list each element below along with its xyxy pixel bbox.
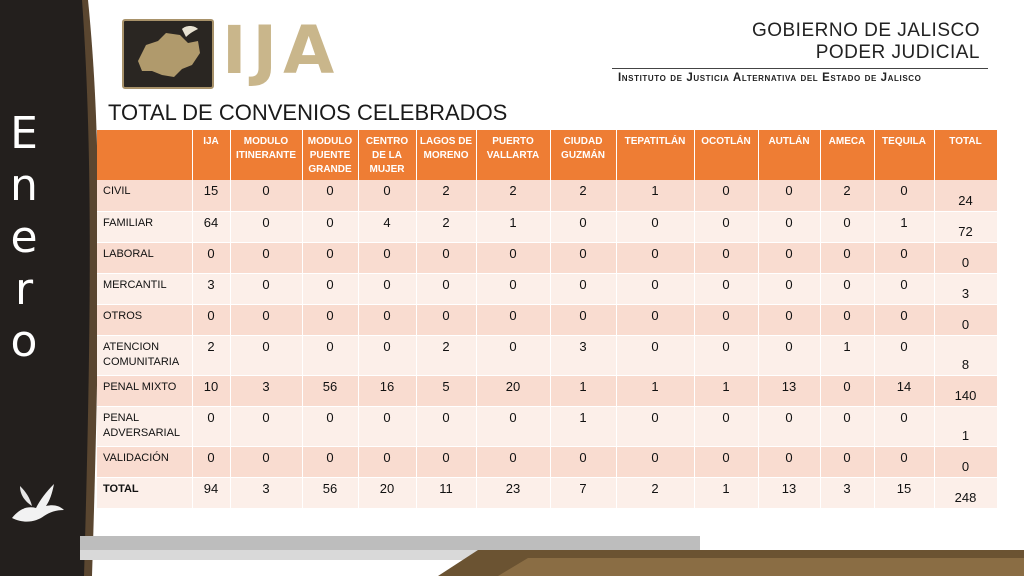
table-cell: 2 bbox=[476, 180, 550, 211]
table-cell: 1 bbox=[820, 335, 874, 375]
column-header bbox=[97, 130, 192, 180]
table-cell: 0 bbox=[820, 406, 874, 446]
table-cell: 0 bbox=[302, 335, 358, 375]
table-cell: 0 bbox=[550, 446, 616, 477]
table-cell: 0 bbox=[820, 304, 874, 335]
table-cell: 0 bbox=[230, 242, 302, 273]
table-cell: 1 bbox=[694, 375, 758, 406]
table-cell: 1 bbox=[476, 211, 550, 242]
table-cell: 0 bbox=[550, 273, 616, 304]
table-row bbox=[97, 242, 997, 273]
jalisco-map-icon bbox=[124, 21, 212, 87]
column-header: AUTLÁN bbox=[758, 130, 820, 180]
table-cell: 3 bbox=[230, 477, 302, 508]
table-cell: 0 bbox=[616, 242, 694, 273]
table-cell: 0 bbox=[758, 211, 820, 242]
table-cell: 0 bbox=[358, 335, 416, 375]
table-cell: 0 bbox=[192, 406, 230, 446]
row-total-cell: 0 bbox=[934, 242, 997, 273]
column-header: TOTAL bbox=[934, 130, 997, 180]
table-cell: 0 bbox=[874, 273, 934, 304]
table-cell: 0 bbox=[476, 406, 550, 446]
table-cell: 1 bbox=[550, 406, 616, 446]
table-cell: 0 bbox=[820, 446, 874, 477]
table-cell: 14 bbox=[874, 375, 934, 406]
table-cell: 4 bbox=[358, 211, 416, 242]
row-label: PENAL ADVERSARIAL bbox=[97, 406, 192, 446]
table-cell: 5 bbox=[416, 375, 476, 406]
table-cell: 0 bbox=[694, 242, 758, 273]
institute-name: Instituto de Justicia Alternativa del Estado de Jalisco bbox=[618, 72, 922, 84]
table-cell: 0 bbox=[358, 273, 416, 304]
table-cell: 0 bbox=[302, 273, 358, 304]
column-header: CENTRO DE LA MUJER bbox=[358, 130, 416, 180]
table-cell: 0 bbox=[358, 406, 416, 446]
table-cell: 15 bbox=[874, 477, 934, 508]
table-cell: 0 bbox=[192, 304, 230, 335]
table-cell: 0 bbox=[694, 406, 758, 446]
row-total-cell: 8 bbox=[934, 335, 997, 375]
government-name: GOBIERNO DE JALISCO bbox=[751, 20, 980, 41]
column-header: CIUDAD GUZMÁN bbox=[550, 130, 616, 180]
column-header: LAGOS DE MORENO bbox=[416, 130, 476, 180]
table-cell: 2 bbox=[820, 180, 874, 211]
table-cell: 0 bbox=[758, 406, 820, 446]
table-cell: 0 bbox=[416, 304, 476, 335]
table-cell: 0 bbox=[758, 180, 820, 211]
table-cell: 2 bbox=[416, 335, 476, 375]
table-cell: 0 bbox=[302, 406, 358, 446]
table-cell: 56 bbox=[302, 477, 358, 508]
row-total-cell: 72 bbox=[934, 211, 997, 242]
month-label bbox=[0, 108, 48, 368]
table-row bbox=[97, 335, 997, 375]
table-cell: 0 bbox=[874, 180, 934, 211]
table-body bbox=[97, 180, 997, 508]
table-cell: 0 bbox=[820, 375, 874, 406]
table-cell: 3 bbox=[230, 375, 302, 406]
table-cell: 0 bbox=[820, 211, 874, 242]
row-total-cell: 0 bbox=[934, 304, 997, 335]
agreements-table bbox=[97, 130, 998, 509]
row-total-cell: 0 bbox=[934, 446, 997, 477]
table-cell: 0 bbox=[616, 211, 694, 242]
table-cell: 0 bbox=[230, 180, 302, 211]
row-total-cell: 24 bbox=[934, 180, 997, 211]
table-cell: 7 bbox=[550, 477, 616, 508]
table-cell: 0 bbox=[694, 446, 758, 477]
table-cell: 0 bbox=[230, 406, 302, 446]
header-divider bbox=[612, 68, 988, 69]
table-cell: 0 bbox=[476, 242, 550, 273]
table-cell: 15 bbox=[192, 180, 230, 211]
row-label: OTROS bbox=[97, 304, 192, 335]
month-letter: r bbox=[14, 264, 34, 315]
table-cell: 2 bbox=[192, 335, 230, 375]
row-label: VALIDACIÓN bbox=[97, 446, 192, 477]
table-cell: 0 bbox=[874, 304, 934, 335]
row-total-cell: 3 bbox=[934, 273, 997, 304]
table-cell: 0 bbox=[302, 180, 358, 211]
table-cell: 0 bbox=[758, 335, 820, 375]
table-cell: 0 bbox=[192, 446, 230, 477]
judicial-power-name: PODER JUDICIAL bbox=[815, 42, 980, 63]
table-cell: 0 bbox=[694, 335, 758, 375]
table-cell: 3 bbox=[550, 335, 616, 375]
table-cell: 0 bbox=[302, 242, 358, 273]
table-row bbox=[97, 375, 997, 406]
table-cell: 0 bbox=[302, 304, 358, 335]
table-cell: 10 bbox=[192, 375, 230, 406]
table-cell: 94 bbox=[192, 477, 230, 508]
dove-icon bbox=[6, 478, 66, 526]
table-cell: 0 bbox=[230, 273, 302, 304]
table-cell: 1 bbox=[694, 477, 758, 508]
table-header-row bbox=[97, 130, 997, 180]
table-row bbox=[97, 211, 997, 242]
table-cell: 0 bbox=[476, 335, 550, 375]
column-header: OCOTLÁN bbox=[694, 130, 758, 180]
table-cell: 0 bbox=[230, 446, 302, 477]
column-header: TEQUILA bbox=[874, 130, 934, 180]
table-cell: 2 bbox=[416, 180, 476, 211]
jalisco-map-logo bbox=[122, 19, 214, 89]
table-cell: 3 bbox=[820, 477, 874, 508]
table-cell: 0 bbox=[416, 242, 476, 273]
row-label: FAMILIAR bbox=[97, 211, 192, 242]
table-cell: 11 bbox=[416, 477, 476, 508]
table-cell: 0 bbox=[616, 304, 694, 335]
table-cell: 0 bbox=[550, 211, 616, 242]
month-letter: e bbox=[10, 212, 38, 263]
table-cell: 0 bbox=[358, 180, 416, 211]
table-row bbox=[97, 477, 997, 508]
table-row bbox=[97, 406, 997, 446]
page-title: TOTAL DE CONVENIOS CELEBRADOS bbox=[108, 100, 508, 125]
table-cell: 0 bbox=[192, 242, 230, 273]
table-cell: 64 bbox=[192, 211, 230, 242]
table-cell: 2 bbox=[616, 477, 694, 508]
footer-brown-band bbox=[438, 550, 1024, 576]
row-label: ATENCION COMUNITARIA bbox=[97, 335, 192, 375]
table-cell: 1 bbox=[874, 211, 934, 242]
table-row bbox=[97, 180, 997, 211]
table-cell: 0 bbox=[302, 211, 358, 242]
table-cell: 0 bbox=[694, 304, 758, 335]
table-cell: 13 bbox=[758, 477, 820, 508]
table-cell: 0 bbox=[550, 242, 616, 273]
row-label: LABORAL bbox=[97, 242, 192, 273]
table-cell: 0 bbox=[616, 335, 694, 375]
table-cell: 20 bbox=[358, 477, 416, 508]
table-cell: 0 bbox=[358, 242, 416, 273]
table-cell: 16 bbox=[358, 375, 416, 406]
table-cell: 0 bbox=[874, 242, 934, 273]
row-label: MERCANTIL bbox=[97, 273, 192, 304]
table-cell: 20 bbox=[476, 375, 550, 406]
table-cell: 0 bbox=[476, 446, 550, 477]
column-header: PUERTO VALLARTA bbox=[476, 130, 550, 180]
table-row bbox=[97, 446, 997, 477]
table-cell: 0 bbox=[874, 446, 934, 477]
table-cell: 3 bbox=[192, 273, 230, 304]
footer-bar bbox=[80, 536, 700, 550]
table-cell: 0 bbox=[302, 446, 358, 477]
table-cell: 0 bbox=[616, 446, 694, 477]
column-header: AMECA bbox=[820, 130, 874, 180]
table-cell: 0 bbox=[476, 304, 550, 335]
table-cell: 0 bbox=[550, 304, 616, 335]
table-cell: 0 bbox=[874, 335, 934, 375]
month-letter: E bbox=[10, 108, 38, 159]
row-label: TOTAL bbox=[97, 477, 192, 508]
table-cell: 0 bbox=[476, 273, 550, 304]
table-cell: 0 bbox=[230, 335, 302, 375]
table-cell: 0 bbox=[616, 273, 694, 304]
month-letter: n bbox=[10, 160, 38, 211]
table-row bbox=[97, 273, 997, 304]
table-cell: 0 bbox=[358, 304, 416, 335]
table-row bbox=[97, 304, 997, 335]
column-header: MODULO ITINERANTE bbox=[230, 130, 302, 180]
table-cell: 0 bbox=[416, 406, 476, 446]
table-cell: 0 bbox=[358, 446, 416, 477]
table-cell: 0 bbox=[758, 304, 820, 335]
row-label: PENAL MIXTO bbox=[97, 375, 192, 406]
table-cell: 0 bbox=[616, 406, 694, 446]
table-cell: 0 bbox=[230, 304, 302, 335]
table-cell: 0 bbox=[230, 211, 302, 242]
table-cell: 13 bbox=[758, 375, 820, 406]
table-cell: 0 bbox=[820, 273, 874, 304]
table-cell: 1 bbox=[550, 375, 616, 406]
table-cell: 2 bbox=[550, 180, 616, 211]
table-cell: 0 bbox=[416, 446, 476, 477]
table-cell: 56 bbox=[302, 375, 358, 406]
table-cell: 0 bbox=[758, 242, 820, 273]
table-cell: 0 bbox=[874, 406, 934, 446]
month-letter: o bbox=[10, 316, 38, 367]
table-cell: 0 bbox=[694, 211, 758, 242]
table-cell: 0 bbox=[416, 273, 476, 304]
column-header: MODULO PUENTE GRANDE bbox=[302, 130, 358, 180]
table-cell: 1 bbox=[616, 375, 694, 406]
table-cell: 1 bbox=[616, 180, 694, 211]
table-cell: 0 bbox=[694, 273, 758, 304]
table-cell: 0 bbox=[758, 273, 820, 304]
row-total-cell: 1 bbox=[934, 406, 997, 446]
table-cell: 0 bbox=[820, 242, 874, 273]
column-header: TEPATITLÁN bbox=[616, 130, 694, 180]
table-cell: 23 bbox=[476, 477, 550, 508]
row-label: CIVIL bbox=[97, 180, 192, 211]
table-cell: 2 bbox=[416, 211, 476, 242]
row-total-cell: 248 bbox=[934, 477, 997, 508]
table-cell: 0 bbox=[694, 180, 758, 211]
ija-logo: IJA bbox=[222, 12, 341, 89]
sidebar bbox=[0, 0, 80, 576]
row-total-cell: 140 bbox=[934, 375, 997, 406]
column-header: IJA bbox=[192, 130, 230, 180]
table-cell: 0 bbox=[758, 446, 820, 477]
